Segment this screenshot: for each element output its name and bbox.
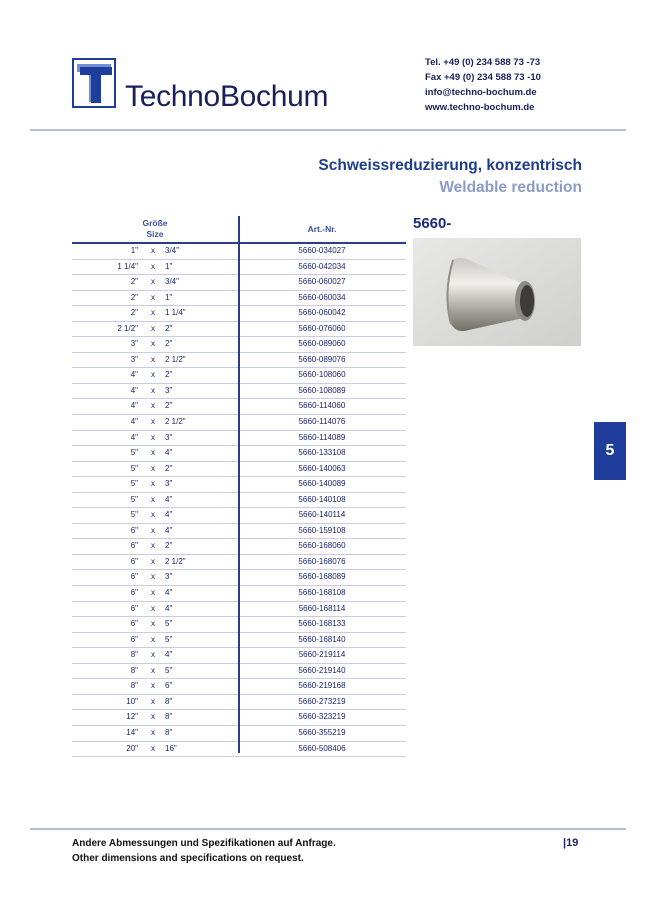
size-to: 2 1/2"	[165, 354, 186, 364]
article-number: 5660-133108	[298, 448, 346, 458]
contact-web[interactable]: www.techno-bochum.de	[425, 102, 535, 113]
times-sign: x	[151, 681, 155, 691]
times-sign: x	[151, 448, 155, 458]
size-header-de: Größe	[142, 218, 168, 228]
art-header: Art.-Nr.	[307, 224, 337, 234]
article-number: 5660-219114	[298, 650, 346, 660]
size-to: 3"	[165, 385, 173, 395]
times-sign: x	[151, 727, 155, 737]
contact-block	[425, 55, 541, 115]
size-to: 2"	[165, 370, 173, 380]
times-sign: x	[151, 354, 155, 364]
times-sign: x	[151, 246, 155, 255]
article-number: 5660-168060	[298, 541, 346, 551]
size-to: 4"	[165, 588, 173, 598]
size-to: 3/4"	[165, 246, 179, 255]
article-number: 5660-042034	[298, 261, 346, 271]
times-sign: x	[151, 510, 155, 520]
times-sign: x	[151, 385, 155, 395]
size-to: 4"	[165, 525, 173, 535]
brand-name: TechnoBochum	[125, 80, 329, 113]
times-sign: x	[151, 370, 155, 380]
times-sign: x	[151, 277, 155, 287]
size-header-en: Size	[146, 229, 164, 239]
size-to: 4"	[165, 510, 173, 520]
times-sign: x	[151, 634, 155, 644]
times-sign: x	[151, 401, 155, 411]
section-tab[interactable]: 5	[594, 422, 626, 480]
times-sign: x	[151, 541, 155, 551]
times-sign: x	[151, 292, 155, 302]
size-to: 16"	[165, 743, 177, 753]
article-number: 5660-323219	[298, 712, 346, 722]
article-number: 5660-273219	[298, 696, 346, 706]
size-to: 2"	[165, 541, 173, 551]
size-from: 1"	[130, 246, 138, 255]
size-to: 1"	[165, 292, 173, 302]
article-number: 5660-089076	[298, 354, 346, 364]
times-sign: x	[151, 556, 155, 566]
header-divider	[30, 129, 626, 131]
size-from: 8"	[130, 681, 138, 691]
size-to: 2"	[165, 401, 173, 411]
logo-icon	[72, 58, 116, 108]
size-to: 3/4"	[165, 277, 179, 287]
article-number: 5660-159108	[298, 525, 346, 535]
times-sign: x	[151, 432, 155, 442]
size-to: 5"	[165, 619, 173, 629]
times-sign: x	[151, 650, 155, 660]
size-from: 12"	[126, 712, 138, 722]
page-number: |19	[563, 837, 579, 849]
contact-email[interactable]: info@techno-bochum.de	[425, 87, 537, 98]
article-number: 5660-168089	[298, 572, 346, 582]
size-from: 3"	[130, 339, 138, 349]
times-sign: x	[151, 603, 155, 613]
size-from: 6"	[130, 572, 138, 582]
article-number: 5660-168076	[298, 556, 346, 566]
contact-tel: Tel. +49 (0) 234 588 73 -73	[425, 57, 541, 68]
size-from: 2"	[130, 292, 138, 302]
article-number: 5660-219168	[298, 681, 346, 691]
size-from: 6"	[130, 603, 138, 613]
times-sign: x	[151, 712, 155, 722]
size-from: 6"	[130, 619, 138, 629]
size-from: 3"	[130, 354, 138, 364]
size-from: 10"	[126, 696, 138, 706]
size-to: 2"	[165, 339, 173, 349]
size-to: 2 1/2"	[165, 556, 186, 566]
size-from: 4"	[130, 370, 138, 380]
size-to: 2"	[165, 463, 173, 473]
size-to: 6"	[165, 681, 173, 691]
size-from: 2"	[130, 277, 138, 287]
article-number: 5660-114076	[298, 417, 346, 427]
size-to: 8"	[165, 696, 173, 706]
size-from: 6"	[130, 556, 138, 566]
times-sign: x	[151, 743, 155, 753]
times-sign: x	[151, 525, 155, 535]
article-number: 5660-140063	[298, 463, 346, 473]
size-from: 5"	[130, 479, 138, 489]
size-from: 6"	[130, 541, 138, 551]
size-from: 8"	[130, 650, 138, 660]
size-to: 4"	[165, 603, 173, 613]
article-number: 5660-108089	[298, 385, 346, 395]
article-number: 5660-168108	[298, 588, 346, 598]
article-number: 5660-508406	[298, 743, 346, 753]
size-to: 3"	[165, 572, 173, 582]
size-from: 4"	[130, 417, 138, 427]
times-sign: x	[151, 261, 155, 271]
size-to: 8"	[165, 712, 173, 722]
size-header	[72, 218, 238, 240]
size-from: 6"	[130, 634, 138, 644]
article-number: 5660-355219	[298, 727, 346, 737]
article-number: 5660-140089	[298, 479, 346, 489]
size-from: 6"	[130, 588, 138, 598]
size-to: 4"	[165, 494, 173, 504]
times-sign: x	[151, 308, 155, 318]
size-from: 5"	[130, 494, 138, 504]
size-from: 8"	[130, 665, 138, 675]
size-to: 3"	[165, 432, 173, 442]
size-to: 1 1/4"	[165, 308, 186, 318]
size-from: 5"	[130, 448, 138, 458]
size-table	[72, 216, 406, 757]
size-from: 4"	[130, 432, 138, 442]
size-from: 1 1/4"	[117, 261, 138, 271]
times-sign: x	[151, 572, 155, 582]
times-sign: x	[151, 619, 155, 629]
article-number: 5660-060042	[298, 308, 346, 318]
times-sign: x	[151, 323, 155, 333]
article-number: 5660-168114	[298, 603, 346, 613]
article-number: 5660-089060	[298, 339, 346, 349]
article-number: 5660-060027	[298, 277, 346, 287]
size-to: 4"	[165, 650, 173, 660]
size-to: 1"	[165, 261, 173, 271]
article-number: 5660-114089	[298, 432, 346, 442]
size-to: 2 1/2"	[165, 417, 186, 427]
times-sign: x	[151, 463, 155, 473]
footer-divider	[30, 828, 626, 830]
times-sign: x	[151, 339, 155, 349]
article-number: 5660-114060	[298, 401, 346, 411]
times-sign: x	[151, 479, 155, 489]
size-from: 4"	[130, 385, 138, 395]
article-number: 5660-060034	[298, 292, 346, 302]
size-to: 5"	[165, 634, 173, 644]
article-number: 5660-108060	[298, 370, 346, 380]
article-number: 5660-140108	[298, 494, 346, 504]
size-from: 2"	[130, 308, 138, 318]
size-to: 2"	[165, 323, 173, 333]
times-sign: x	[151, 665, 155, 675]
title-german: Schweissreduzierung, konzentrisch	[318, 157, 582, 174]
size-from: 5"	[130, 463, 138, 473]
article-number: 5660-219140	[298, 665, 346, 675]
footer-note-german: Andere Abmessungen und Spezifikationen auf Anfrage.	[72, 838, 336, 849]
article-number: 5660-140114	[298, 510, 346, 520]
article-number: 5660-076060	[298, 323, 346, 333]
column-divider	[238, 216, 240, 753]
product-photo	[413, 238, 581, 346]
times-sign: x	[151, 417, 155, 427]
size-to: 5"	[165, 665, 173, 675]
times-sign: x	[151, 696, 155, 706]
article-prefix: 5660-	[413, 215, 452, 232]
size-from: 2 1/2"	[117, 323, 138, 333]
size-to: 8"	[165, 727, 173, 737]
size-from: 6"	[130, 525, 138, 535]
times-sign: x	[151, 494, 155, 504]
title-english: Weldable reduction	[439, 179, 582, 196]
times-sign: x	[151, 588, 155, 598]
size-to: 4"	[165, 448, 173, 458]
size-from: 5"	[130, 510, 138, 520]
article-number: 5660-168140	[298, 634, 346, 644]
article-number: 5660-034027	[298, 246, 346, 255]
size-to: 3"	[165, 479, 173, 489]
footer-note-english: Other dimensions and specifications on request.	[72, 853, 304, 864]
article-number: 5660-168133	[298, 619, 346, 629]
contact-fax: Fax +49 (0) 234 588 73 -10	[425, 72, 541, 83]
size-from: 14"	[126, 727, 138, 737]
size-from: 20"	[126, 743, 138, 753]
size-from: 4"	[130, 401, 138, 411]
